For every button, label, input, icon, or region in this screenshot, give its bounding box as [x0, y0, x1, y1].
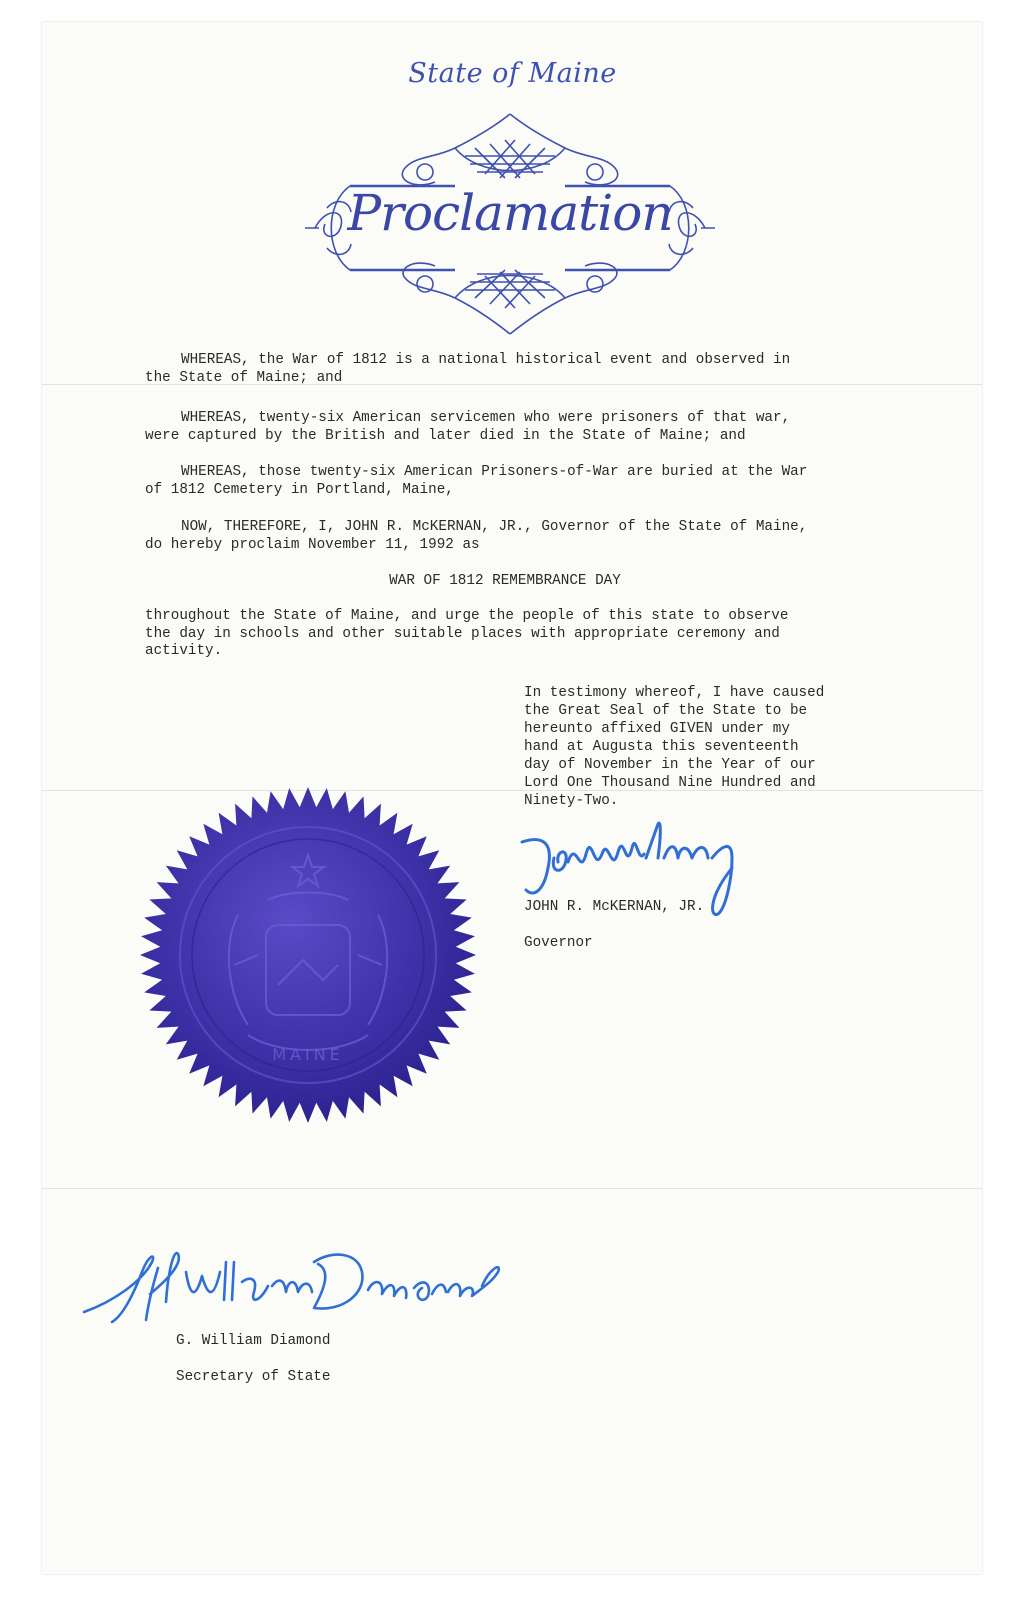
proclamation-title: Proclamation	[347, 184, 673, 242]
whereas-paragraph-3: WHEREAS, those twenty-six American Prisoners-of-War are buried at the War of 1812 Cemetery in Portland, Maine,	[145, 464, 808, 498]
governor-name: JOHN R. McKERNAN, JR.	[524, 899, 705, 915]
governor-signature-block	[524, 880, 704, 970]
whereas-paragraph-2: WHEREAS, twenty-six American servicemen who were prisoners of that war, were captured by the British and later died in the State of Maine; and	[145, 410, 791, 444]
proclaim-paragraph: NOW, THEREFORE, I, JOHN R. McKERNAN, JR., Governor of the State of Maine, do hereby proclaim November 11, 1992 as	[145, 519, 808, 553]
fold-line	[42, 1188, 982, 1189]
governor-title: Governor	[524, 935, 593, 951]
seal-inscription: MAINE	[272, 1045, 344, 1064]
great-seal-of-maine	[138, 785, 478, 1125]
testimony-clause: In testimony whereof, I have caused the Great Seal of the State to be hereunto affixed GIVEN under my hand at Augusta this seventeenth day of November in the Year of our Lord One Thousand Nine Hundred and Ninety-Two.	[524, 685, 825, 809]
secretary-name: G. William Diamond	[176, 1333, 331, 1349]
secretary-signature-block	[176, 1314, 330, 1404]
observance-title: WAR OF 1812 REMEMBRANCE DAY	[389, 573, 621, 589]
closing-paragraph: throughout the State of Maine, and urge the people of this state to observe the day in schools and other suitable places with appropriate ceremony and activity.	[145, 608, 789, 659]
state-heading: State of Maine	[408, 58, 617, 89]
seal-serrated-edge	[140, 787, 476, 1123]
whereas-paragraph-1: WHEREAS, the War of 1812 is a national historical event and observed in the State of Maine; and	[145, 352, 791, 386]
secretary-title: Secretary of State	[176, 1369, 331, 1385]
